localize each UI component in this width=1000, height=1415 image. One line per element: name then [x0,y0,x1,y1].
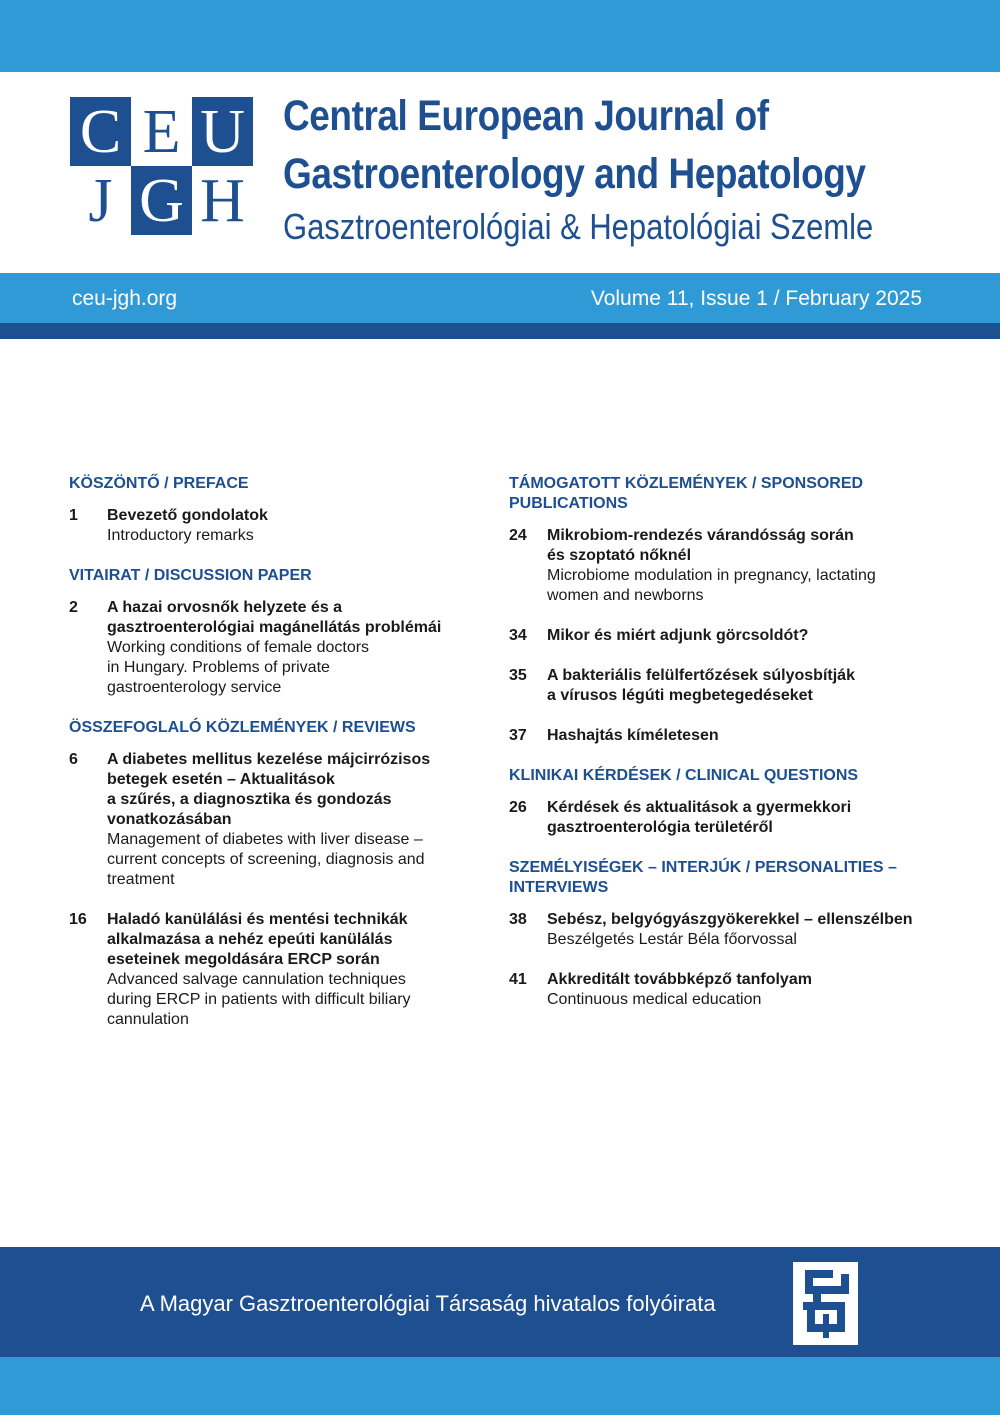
article-title-hu: Akkreditált továbbképző tanfolyam [547,971,812,988]
entry-body [107,506,469,546]
toc-section [509,858,929,950]
logo-letter-g: G [131,166,192,235]
page-number: 41 [509,971,527,988]
toc-entry[interactable] [509,526,929,606]
entry-body [107,750,469,890]
toc-entry[interactable] [509,626,929,646]
toc-entry[interactable] [69,506,469,546]
article-title-en: Beszélgetés Lestár Béla főorvossal [547,931,797,948]
article-title-hu: Kérdések és aktualitások a gyermekkori gasztroenterológia területéről [547,799,852,836]
article-title-en: Advanced salvage cannulation techniques during ERCP in patients with difficult biliary cannulation [107,971,411,1028]
section-heading: KLINIKAI KÉRDÉSEK / CLINICAL QUESTIONS [509,767,859,784]
article-title-hu: Hashajtás kíméletesen [547,727,719,744]
entry-body [547,970,929,1010]
page-number: 24 [509,527,527,544]
toc-section [69,474,469,546]
page-number: 1 [69,507,78,524]
section-heading: SZEMÉLYISÉGEK – INTERJÚK / PERSONALITIES – INTERVIEWS [509,859,897,896]
article-title-hu: Bevezető gondolatok [107,507,268,524]
section-heading: VITAIRAT / DISCUSSION PAPER [69,567,312,584]
article-title-en: Working conditions of female doctors in Hungary. Problems of private gastroenterology service [107,639,370,696]
journal-subtitle: Gasztroenterológiai & Hepatológiai Szemle [283,206,874,247]
top-color-band [0,0,1000,72]
logo-letter-h: H [192,166,253,235]
page-number: 26 [509,799,527,816]
toc-entry[interactable] [509,910,929,950]
toc-entry[interactable] [509,666,929,706]
logo-letter-j: J [70,166,131,235]
logo-letter-e: E [131,97,192,166]
page-number: 6 [69,751,78,768]
entry-body [107,598,469,698]
section-heading: TÁMOGATOTT KÖZLEMÉNYEK / SPONSORED PUBLICATIONS [509,475,864,512]
toc-section [509,766,929,838]
logo-letter-c: C [70,97,131,166]
page-number: 37 [509,727,527,744]
entry-body [547,666,929,706]
page-number: 38 [509,911,527,928]
entry-body [547,798,929,838]
page-number: 2 [69,599,78,616]
toc-entry[interactable] [69,910,469,1030]
toc-entry[interactable] [509,970,929,1010]
info-band-accent [0,323,1000,339]
toc-entry[interactable] [69,598,469,698]
toc-section [69,566,469,698]
article-title-hu: A diabetes mellitus kezelése májcirrózisos betegek esetén – Aktualitások a szűrés, a diagnosztika és gondozás vonatkozásában [107,751,431,828]
article-title-hu: Mikor és miért adjunk görcsoldót? [547,627,809,644]
page-number: 34 [509,627,527,644]
page-number: 16 [69,911,87,928]
toc-section [69,718,469,1030]
toc-right-column [509,474,929,1030]
article-title-hu: A hazai orvosnők helyzete és a gasztroenterológiai magánellátás problémái [107,599,442,636]
article-title-en: Microbiome modulation in pregnancy, lactating women and newborns [547,567,876,604]
toc-left-column [69,474,469,1050]
article-title-en: Management of diabetes with liver disease – current concepts of screening, diagnosis and treatment [107,831,425,888]
society-emblem-icon [793,1262,858,1345]
article-title-hu: A bakteriális felülfertőzések súlyosbítják a vírusos légúti megbetegedéseket [547,667,855,704]
journal-title-line1: Central European Journal of [283,92,769,140]
section-heading: KÖSZÖNTŐ / PREFACE [69,475,249,492]
toc-entry[interactable] [509,726,929,746]
article-title-en: Continuous medical education [547,991,762,1008]
toc-entry[interactable] [509,798,929,838]
journal-url-link[interactable]: ceu-jgh.org [72,287,178,310]
toc-entry[interactable] [69,750,469,890]
article-title-hu: Mikrobiom-rendezés várandósság során és szoptató nőknél [547,527,854,564]
footer-society-text: A Magyar Gasztroenterológiai Társaság hivatalos folyóirata [140,1291,716,1316]
article-title-hu: Haladó kanülálási és mentési technikák alkalmazása a nehéz epeúti kanülálás eseteinek megoldására ERCP során [107,911,408,968]
toc-section [509,970,929,1010]
entry-body [547,726,929,746]
entry-body [547,910,929,950]
page-number: 35 [509,667,527,684]
logo-letter-u: U [192,97,253,166]
entry-body [107,910,469,1030]
journal-title-line2: Gastroenterology and Hepatology [283,150,866,198]
entry-body [547,626,929,646]
volume-issue-label: Volume 11, Issue 1 / February 2025 [590,287,922,310]
journal-logo [70,97,254,235]
section-heading: ÖSSZEFOGLALÓ KÖZLEMÉNYEK / REVIEWS [69,719,416,736]
article-title-hu: Sebész, belgyógyászgyökerekkel – ellenszélben [547,911,913,928]
bottom-color-strip [0,1357,1000,1415]
entry-body [547,526,929,606]
toc-section [509,474,929,746]
article-title-en: Introductory remarks [107,527,254,544]
